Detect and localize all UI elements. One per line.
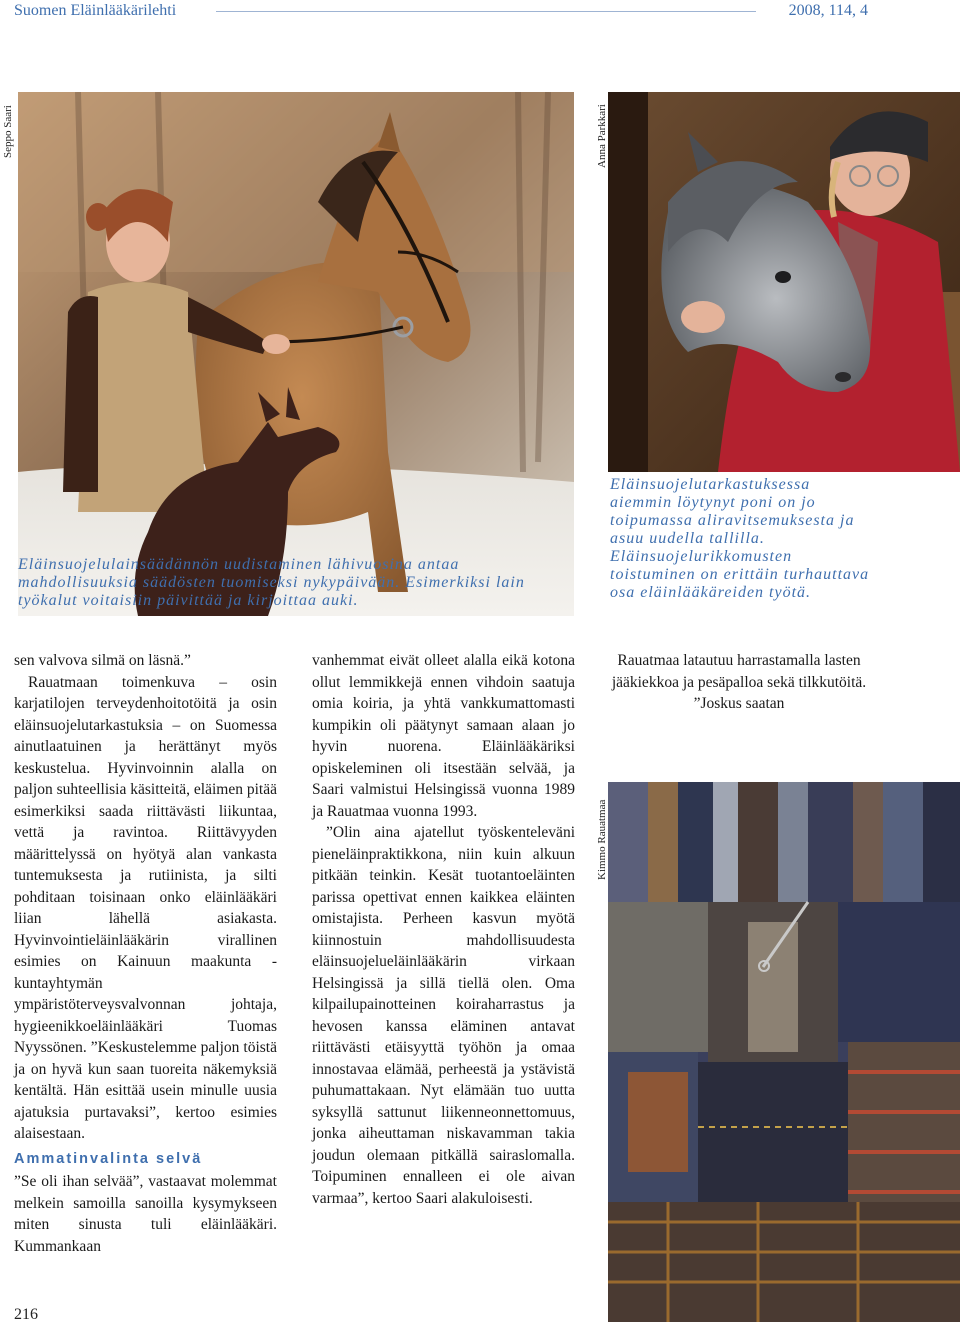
paragraph: ”Olin aina ajatellut työskenteleväni pieneläinpraktikkona, niin kuin alkuun pitkään teinkin. Kesät tuotantoeläinten parissa opettivat ennen kaikkea eläinten omistajista. Perheen kasvun myötä kiinnostuin mahdollisuudesta eläinsuojelueläinlääkärin virkaan Helsingissä ja sillä tiellä olen. Oma kilpailupainotteinen koiraharrastus ja hevosen kanssa eläminen antavat riittävästi etäisyyttä työhön ja omaa innostavaa elämää, perheestä ja ystävistä puhumattakaan. Nyt elämään tuo uutta syksyllä sattunut liikenneonnettomuus, jonka aiheuttaman niskavamman takia joudun olemaan pitkällä sairaslomalla. Toipuminen ennalleen ei ole aivan varmaa”, kertoo Saari alakuloisesti. — [312, 824, 575, 1207]
header-rule — [216, 11, 756, 12]
photo-patchwork-quilt — [608, 782, 960, 1322]
photo-credit-bottom: Kimmo Rauatmaa — [596, 799, 608, 880]
article-column-2 — [312, 650, 575, 1209]
caption-left: Eläinsuojelulainsäädännön uudistaminen lähivuosina antaa mahdollisuuksia säädösten tuomiseksi nykypäivään. Esimerkiksi lain työkalut voitaisiin päivittää ja kirjoittaa auki. — [18, 556, 525, 609]
article-column-3 — [608, 650, 870, 715]
section-heading: Ammatinvalinta selvä — [14, 1150, 203, 1167]
paragraph: ”Se oli ihan selvää”, vastaavat molemmat melkein samoilla sanoilla kysymykseen miten sinusta tuli eläinlääkäri. Kummankaan — [14, 1173, 277, 1255]
journal-name: Suomen Eläinlääkärilehti — [14, 2, 177, 19]
article-column-1 — [14, 650, 277, 1257]
paragraph: vanhemmat eivät olleet alalla eikä kotona ollut lemmikkejä ennen vihdoin saatuja omia koiria, ja yhtä vankkumattomasti kumpikin oli päätynyt samaan alaan jo hyvin nuorena. Eläinlääkäriksi opiskeleminen oli itsestään selvää, ja Saari valmistui Helsingissä vuonna 1989 ja Rauatmaa vuonna 1993. — [312, 652, 575, 820]
photo-woman-pony — [608, 92, 960, 472]
photo-credit-left: Seppo Saari — [2, 105, 14, 158]
caption-right: Eläinsuojelutarkastuksessa aiemmin löytynyt poni on jo toipumassa aliravitsemuksesta ja asuu uudella tallilla. Eläinsuojelurikkomusten toistuminen on erittäin turhauttava osa eläinlääkäreiden työtä. — [610, 476, 870, 601]
issue-info: 2008, 114, 4 — [788, 2, 868, 19]
paragraph: Rauatmaa latautuu harrastamalla lasten jääkiekkoa ja pesäpalloa sekä tilkkutöitä. ”Joskus saatan — [611, 652, 867, 712]
paragraph: sen valvova silmä on läsnä.” — [14, 652, 191, 669]
page-number: 216 — [14, 1306, 38, 1323]
paragraph: Rauatmaan toimenkuva – osin karjatilojen terveydenhoitotöitä ja osin eläinsuojelutarkastuksia – on Suomessa ainutlaatuinen ja herättänyt myös keskustelua. Hyvinvoinnin alalla on paljon suhteellisia käsitteitä, eläimen pitää esimerkiksi saada riittävästi liikuntaa, vettä ja ravintoa. Riittävyyden määrittelyssä on hyötyä alan vankasta tuntemuksesta ja rutiinista, ja silti pohditaan toisinaan onko eläinlääkäri liian lähellä asiakasta. Hyvinvointieläinlääkärin virallinen esimies on Kainuun maakunta -kuntayhtymän ympäristöterveysvalvonnan johtaja, hygieenikkoeläinlääkäri Tuomas Nyyssönen. ”Keskustelemme paljon töistä ja on hyvä kun saan tuoreita näkemyksiä kentältä. Hän esittää usein minulle uusia ajatuksia purtavaksi”, kertoo esimies alaisestaan. — [14, 673, 277, 1142]
photo-credit-right: Anna Parkkari — [596, 104, 608, 168]
photo-woman-horse-dog — [18, 92, 574, 616]
